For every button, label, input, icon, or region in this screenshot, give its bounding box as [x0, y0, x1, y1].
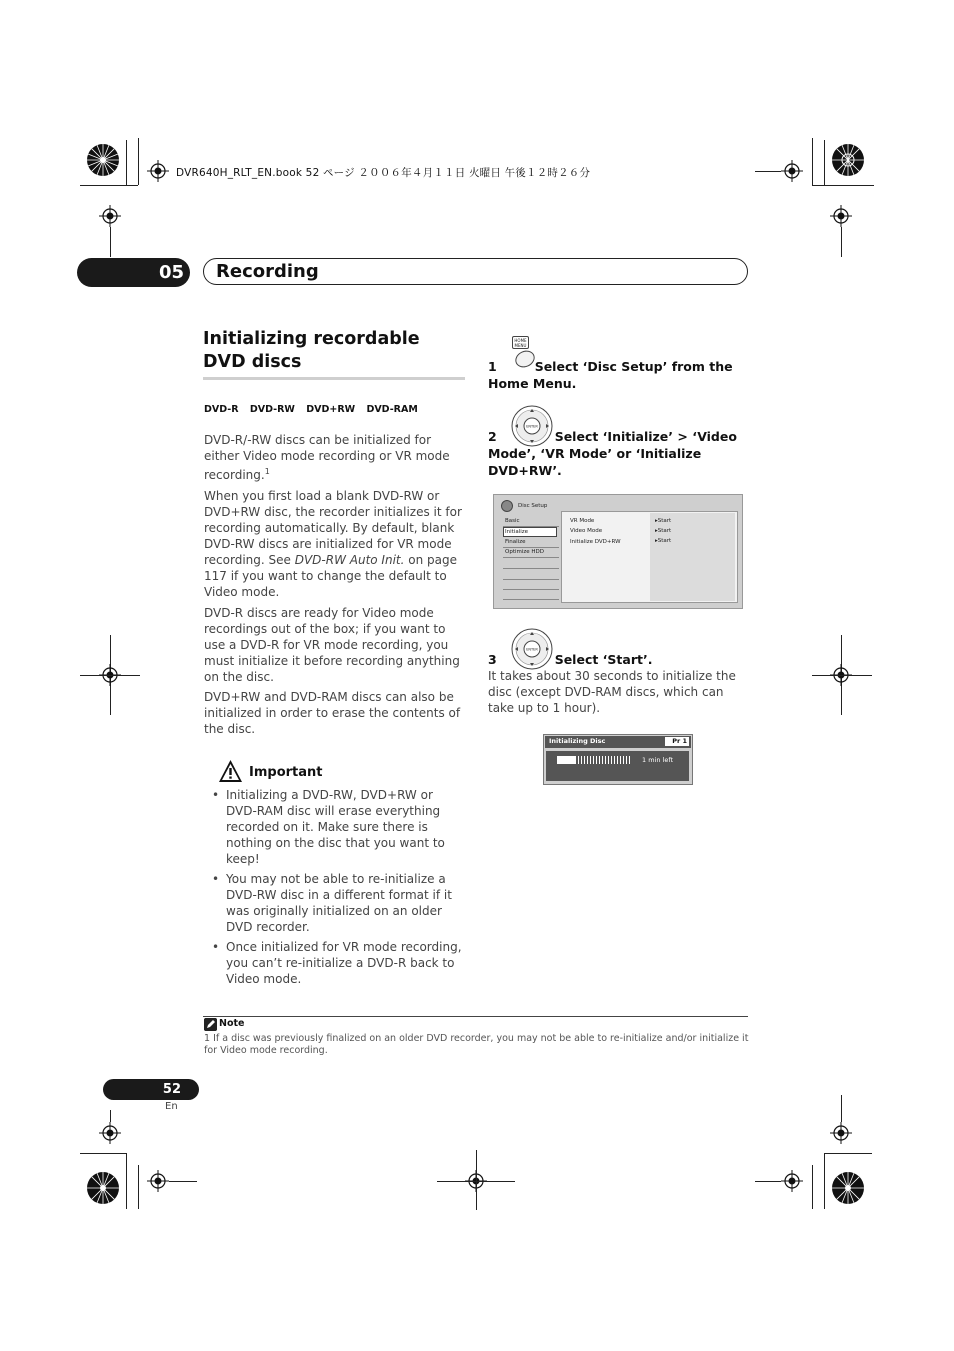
- initializing-title: Initializing Disc: [549, 737, 606, 745]
- menu-item-finalize: Finalize: [505, 539, 526, 545]
- crosshair-mark-icon: [147, 1170, 169, 1192]
- menu-item-initialize: Initialize: [505, 529, 529, 535]
- crosshair-mark-icon: [99, 1122, 121, 1144]
- important-list: [212, 787, 466, 991]
- paragraph-4: DVD+RW and DVD-RAM discs can also be initialized in order to erase the contents of the disc.: [204, 690, 461, 736]
- disc-setup-title: Disc Setup: [518, 503, 548, 509]
- print-header: DVR640H_RLT_EN.book 52 ページ ２００６年４月１１日 火曜日 午後１２時２６分: [176, 167, 591, 179]
- important-title: Important: [249, 765, 323, 780]
- page-language: En: [165, 1101, 178, 1112]
- badge-dvd-ram: DVD-RAM: [366, 404, 418, 415]
- registration-star-icon: [86, 143, 120, 177]
- section-title: Initializing recordable DVD discs: [203, 329, 420, 372]
- list-item: • Once initialized for VR mode recording, you can’t re-initialize a DVD-R back to Video mode.: [212, 939, 466, 987]
- disc-badges: [204, 404, 426, 415]
- list-item: • Initializing a DVD-RW, DVD+RW or DVD-RAM disc will erase everything recorded on it. Make sure there is nothing on the disc that you want to keep!: [212, 787, 466, 867]
- option-initialize-dvd-plus-rw: Initialize DVD+RW: [570, 539, 621, 545]
- action-panel: [650, 513, 735, 601]
- crosshair-mark-icon: [830, 205, 852, 227]
- progress-fill: [557, 756, 576, 764]
- paragraph-2: When you first load a blank DVD-RW or DVD+RW disc, the recorder initializes it for recording automatically. By default, blank DVD-RW discs are initialized for VR mode recording. See DVD-RW Auto Init. on page 117 if you want to change the default to Video mode.: [204, 489, 462, 599]
- start-action: ▸Start: [655, 518, 672, 524]
- crosshair-mark-icon: [147, 160, 169, 182]
- paragraph-3: DVD-R discs are ready for Video mode recordings out of the box; if you want to use a DVD-R for VR mode recording, you must initialize it before recording anything on the disc.: [204, 606, 460, 684]
- crosshair-mark-icon: [781, 1170, 803, 1192]
- menu-item-optimize-hdd: Optimize HDD: [505, 549, 545, 555]
- svg-text:ENTER: ENTER: [526, 424, 538, 429]
- chapter-number: 05: [77, 258, 190, 287]
- badge-dvd-rw: DVD-RW: [249, 404, 295, 415]
- home-menu-button-icon: HOME MENU: [512, 336, 529, 349]
- note-text: 1 If a disc was previously finalized on an older DVD recorder, you may not be able to re-initialize and/or initialize it for Video mode recording.: [204, 1033, 749, 1056]
- note-pencil-icon: [204, 1018, 217, 1031]
- menu-item-basic: Basic: [505, 518, 520, 524]
- crosshair-mark-icon: [781, 160, 803, 182]
- registration-star-icon: [831, 143, 865, 177]
- start-action: ▸Start: [655, 538, 672, 544]
- badge-dvd-plus-rw: DVD+RW: [306, 404, 356, 415]
- registration-star-icon: [86, 1171, 120, 1205]
- channel-label: Pr 1: [665, 737, 689, 746]
- list-item: • You may not be able to re-initialize a DVD-RW disc in a different format if it was originally initialized on an older DVD recorder.: [212, 871, 466, 935]
- crosshair-mark-icon: [830, 1122, 852, 1144]
- paragraph-1: DVD-R/-RW discs can be initialized for either Video mode recording or VR mode recording.$^1$: [204, 433, 450, 482]
- badge-dvd-r: DVD-R: [204, 404, 239, 415]
- time-left: 1 min left: [642, 756, 674, 764]
- step-2: 2 Select ‘Initialize’ > ‘Video Mode’, ‘VR Mode’ or ‘Initialize DVD+RW’.: [488, 429, 737, 478]
- step-1: 1 Select ‘Disc Setup’ from the Home Menu.: [488, 359, 733, 391]
- page-number: 52: [103, 1079, 199, 1100]
- step-3: 3 Select ‘Start’.: [488, 652, 653, 667]
- option-vr-mode: VR Mode: [570, 518, 595, 524]
- crosshair-mark-icon: [99, 205, 121, 227]
- start-action: ▸Start: [655, 528, 672, 534]
- warning-icon: [218, 759, 243, 783]
- disc-setup-icon: [501, 500, 513, 512]
- chapter-title: Recording: [216, 261, 319, 282]
- registration-star-icon: [831, 1171, 865, 1205]
- note-divider: [203, 1016, 748, 1017]
- footnote-ref: 1: [264, 467, 270, 476]
- svg-text:ENTER: ENTER: [526, 647, 538, 652]
- section-divider: [203, 377, 465, 380]
- step-3-body: It takes about 30 seconds to initialize the disc (except DVD-RAM discs, which can take up to 1 hour).: [488, 669, 736, 715]
- option-video-mode: Video Mode: [570, 528, 603, 534]
- note-title: Note: [219, 1018, 245, 1029]
